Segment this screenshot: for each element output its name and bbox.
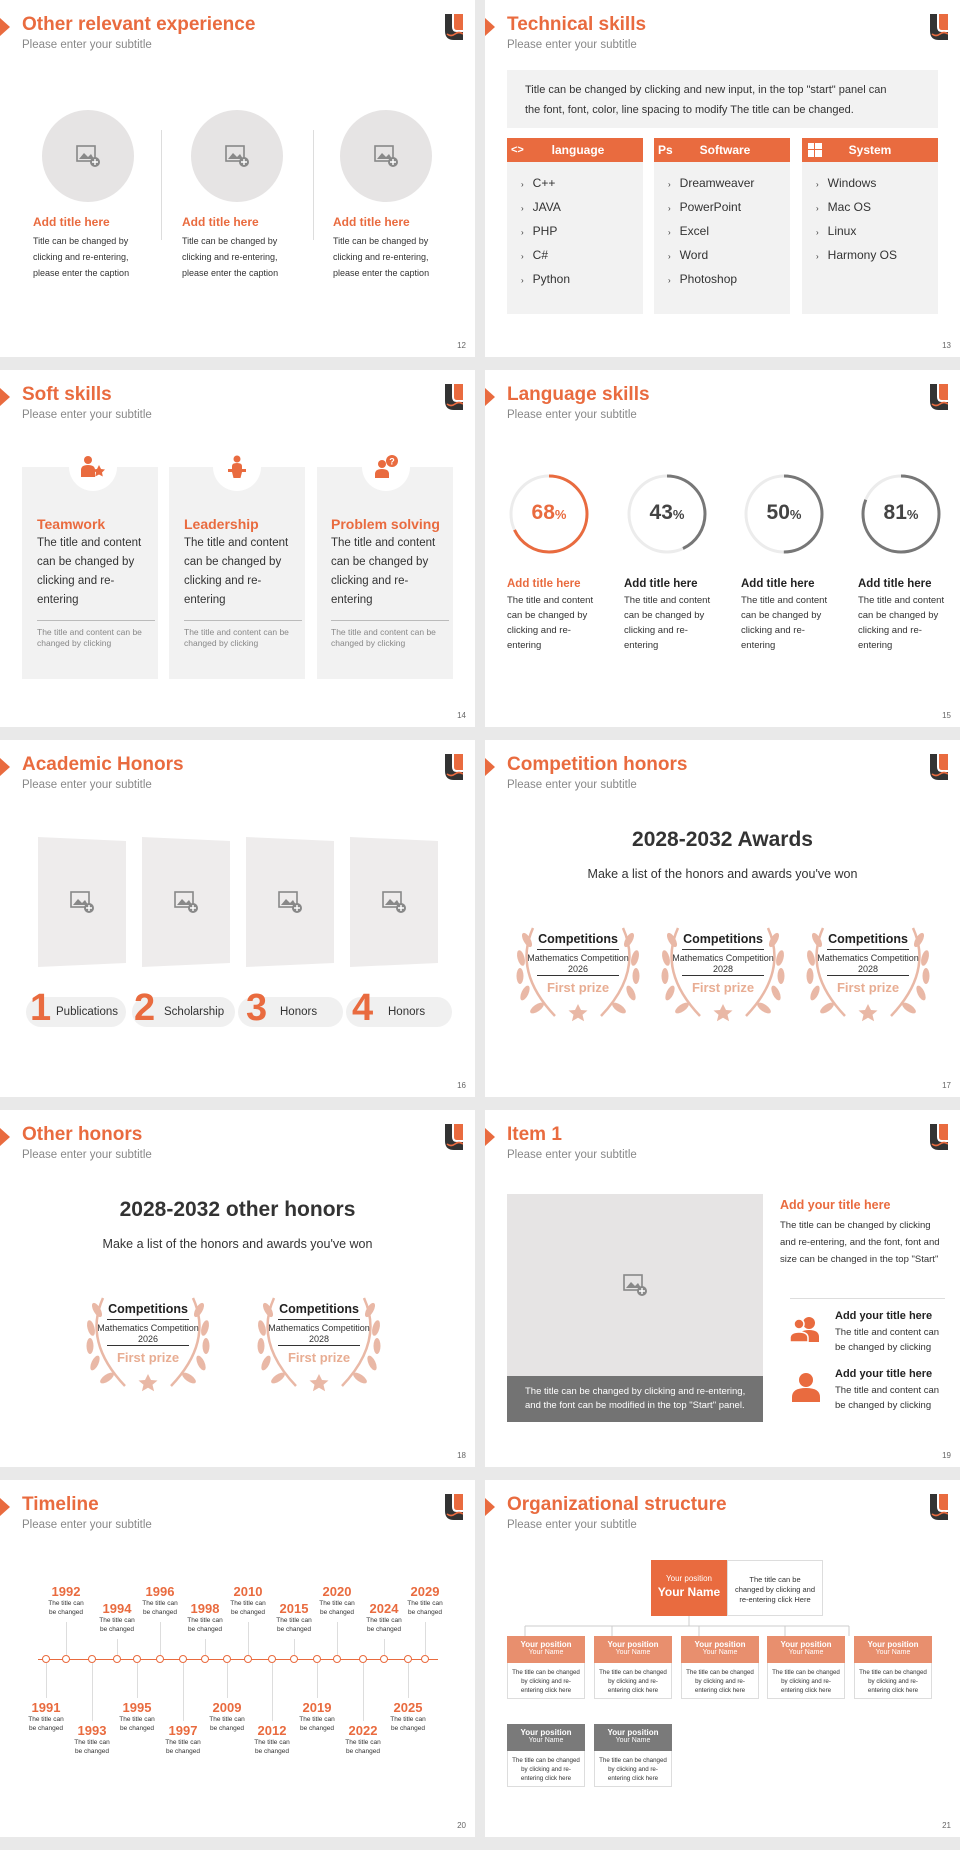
timeline-event — [22, 1700, 70, 1733]
section-subheading: Make a list of the honors and awards you've won — [587, 867, 858, 881]
timeline-event — [113, 1700, 161, 1733]
org-card-header: Your position Your Name — [507, 1636, 585, 1663]
divider — [278, 1345, 360, 1346]
section-heading: 2028-2032 other honors — [119, 1198, 356, 1221]
intro-box: Title can be changed by clicking and new input, in the top "start" panel can the font, font, color, line spacing to modify The title can be changed. — [507, 70, 938, 128]
ring-value: 50% — [766, 501, 802, 524]
timeline-event — [224, 1584, 272, 1617]
timeline-event — [68, 1723, 116, 1756]
timeline-connector — [66, 1622, 67, 1655]
title-marker — [485, 758, 495, 776]
timeline-node — [88, 1655, 96, 1663]
timeline-event — [384, 1700, 432, 1733]
timeline-year: 2029 — [410, 1584, 440, 1599]
timeline-connector — [227, 1663, 228, 1698]
card-title: Teamwork — [37, 516, 106, 532]
users-icon — [789, 1315, 821, 1343]
experience-item — [33, 215, 158, 281]
slide-subtitle: Please enter your subtitle — [507, 1519, 637, 1531]
card-text: The title and content can be changed by clicking and re- entering — [37, 537, 142, 606]
item-title: Add title here — [33, 215, 110, 229]
list-item: › Python — [521, 272, 571, 286]
timeline-connector — [408, 1663, 409, 1698]
item-title: Add title here — [333, 215, 410, 229]
image-icon — [75, 144, 101, 168]
timeline-event — [313, 1584, 361, 1617]
timeline-connector — [337, 1622, 338, 1655]
org-head-box[interactable]: Your position Your Name — [651, 1560, 727, 1616]
timeline-year: 1998 — [190, 1601, 220, 1616]
list-item: › Dreamweaver — [668, 176, 755, 190]
slide-subtitle: Please enter your subtitle — [22, 1519, 152, 1531]
title-marker — [0, 758, 10, 776]
org-card-desc: The title can be changed by clicking and re- entering click here — [594, 1751, 672, 1787]
laurel-award: Competitions Mathematics Competition 2028 First prize — [248, 1290, 390, 1400]
slide-title: Other relevant experience — [22, 14, 256, 35]
divider — [313, 130, 314, 240]
card-body — [184, 516, 302, 649]
timeline-year: 1991 — [31, 1700, 61, 1715]
image-icon — [373, 144, 399, 168]
timeline-node — [113, 1655, 121, 1663]
logo-icon — [930, 384, 948, 410]
org-card[interactable] — [681, 1636, 759, 1699]
column-header: System — [802, 138, 938, 162]
slide-subtitle: Please enter your subtitle — [22, 39, 152, 51]
timeline-year: 2025 — [393, 1700, 423, 1715]
org-card-header: Your position Your Name — [767, 1636, 845, 1663]
code-icon: <> — [511, 144, 524, 156]
timeline-year: 2012 — [257, 1723, 287, 1738]
logo-icon — [930, 1124, 948, 1150]
timeline-node — [359, 1655, 367, 1663]
slide-subtitle: Please enter your subtitle — [507, 409, 637, 421]
timeline-node — [179, 1655, 187, 1663]
image-icon — [622, 1273, 648, 1297]
slide-title: Academic Honors — [22, 754, 184, 775]
timeline-desc: The title can be changed — [99, 1617, 135, 1633]
timeline-desc: The title can be changed — [142, 1600, 178, 1616]
image-caption: The title can be changed by clicking and re-entering, and the font can be modified in the top "Start" panel. — [507, 1376, 763, 1422]
card-body — [331, 516, 449, 649]
timeline-connector — [317, 1663, 318, 1698]
timeline-year: 2010 — [233, 1584, 263, 1599]
title-marker — [0, 18, 10, 36]
timeline-desc: The title can be changed — [390, 1716, 426, 1732]
image-placeholder[interactable] — [191, 110, 283, 202]
timeline-year: 1993 — [77, 1723, 107, 1738]
timeline-desc: The title can be changed — [48, 1600, 84, 1616]
timeline-event — [203, 1700, 251, 1733]
slide-subtitle: Please enter your subtitle — [507, 1149, 637, 1161]
timeline-connector — [294, 1639, 295, 1655]
timeline-node — [290, 1655, 298, 1663]
slide-14 — [0, 370, 475, 727]
org-card-desc: The title can be changed by clicking and re- entering click here — [507, 1751, 585, 1787]
language-item: Add title here The title and content can be changed by clicking and re- entering — [858, 578, 945, 651]
slide-12 — [0, 0, 475, 357]
list-item: › Photoshop — [668, 272, 738, 286]
skill-list — [507, 162, 643, 292]
org-head-desc: The title can be changed by clicking and re-entering click Here — [727, 1560, 823, 1616]
honor-label: Publications — [56, 1006, 119, 1018]
language-item: Add title here The title and content can be changed by clicking and re- entering — [624, 578, 711, 651]
timeline-connector — [160, 1622, 161, 1655]
timeline-connector — [205, 1639, 206, 1655]
info-block: Add your title here The title and content can be changed by clicking — [835, 1368, 940, 1411]
slide-subtitle: Please enter your subtitle — [507, 779, 637, 791]
org-card-desc: The title can be changed by clicking and re- entering click here — [767, 1663, 845, 1699]
right-text: Add your title here The title can be changed by clicking and re-entering, and the font, font and size can be changed in the top "Start" — [780, 1198, 940, 1265]
timeline-node — [421, 1655, 429, 1663]
page-number: 19 — [942, 1451, 951, 1460]
skill-list — [654, 162, 790, 292]
slide-subtitle: Please enter your subtitle — [22, 779, 152, 791]
laurel-award: Competitions Mathematics Competition 2028 First prize — [652, 920, 794, 1030]
section-heading: 2028-2032 Awards — [632, 828, 813, 851]
timeline-desc: The title can be changed — [230, 1600, 266, 1616]
leader-podium-icon — [213, 443, 261, 491]
skill-column-system — [802, 138, 938, 314]
card-body — [37, 516, 155, 649]
experience-item — [182, 215, 307, 281]
timeline-year: 2019 — [302, 1700, 332, 1715]
page-number: 14 — [457, 711, 466, 720]
title-marker — [0, 1128, 10, 1146]
timeline-year: 2024 — [369, 1601, 399, 1616]
ring-value: 68% — [531, 501, 567, 524]
timeline-connector — [92, 1663, 93, 1721]
timeline-desc: The title can be changed — [165, 1739, 201, 1755]
section-subheading: Make a list of the honors and awards you've won — [102, 1237, 373, 1251]
slide-19 — [485, 1110, 960, 1467]
list-item: › PowerPoint — [668, 200, 742, 214]
page-number: 20 — [457, 1821, 466, 1830]
timeline-node — [133, 1655, 141, 1663]
image-placeholder[interactable] — [244, 835, 336, 970]
slide-16 — [0, 740, 475, 1097]
timeline-event — [339, 1723, 387, 1756]
timeline-year: 1995 — [122, 1700, 152, 1715]
list-item: › Harmony OS — [816, 248, 898, 262]
org-card[interactable] — [507, 1724, 585, 1787]
timeline-connector — [183, 1663, 184, 1721]
image-icon — [224, 144, 250, 168]
language-item: Add title here The title and content can be changed by clicking and re- entering — [507, 578, 594, 651]
timeline-event — [136, 1584, 184, 1617]
slide-17 — [485, 740, 960, 1097]
item-title: Add title here — [182, 215, 259, 229]
org-card[interactable] — [854, 1636, 932, 1699]
divider — [161, 130, 162, 240]
timeline-year: 2022 — [348, 1723, 378, 1738]
progress-ring — [507, 472, 591, 556]
honor-number: 3 — [246, 987, 268, 1029]
slide-subtitle: Please enter your subtitle — [507, 39, 637, 51]
logo-icon — [445, 384, 463, 410]
image-placeholder[interactable] — [340, 110, 432, 202]
progress-ring — [859, 472, 943, 556]
title-marker — [0, 1498, 10, 1516]
image-placeholder[interactable] — [140, 835, 232, 970]
org-card-desc: The title can be changed by clicking and re- entering click here — [854, 1663, 932, 1699]
org-card[interactable] — [507, 1636, 585, 1699]
timeline-desc: The title can be changed — [209, 1716, 245, 1732]
card-footnote: The title and content can be changed by clicking — [184, 620, 302, 649]
timeline-desc: The title can be changed — [254, 1739, 290, 1755]
title-marker — [485, 388, 495, 406]
slide-subtitle: Please enter your subtitle — [22, 1149, 152, 1161]
timeline-event — [270, 1601, 318, 1634]
timeline-desc: The title can be changed — [28, 1716, 64, 1732]
ring-value: 81% — [883, 501, 919, 524]
timeline-year: 1992 — [51, 1584, 81, 1599]
page-number: 12 — [457, 341, 466, 350]
divider — [537, 949, 619, 950]
card-text: The title and content can be changed by clicking and re- entering — [184, 537, 289, 606]
timeline-year: 1994 — [102, 1601, 132, 1616]
timeline-node — [42, 1655, 50, 1663]
timeline-event — [248, 1723, 296, 1756]
page-number: 13 — [942, 341, 951, 350]
timeline-axis — [38, 1659, 438, 1660]
timeline-desc: The title can be changed — [187, 1617, 223, 1633]
list-item: › C++ — [521, 176, 556, 190]
timeline-year: 1996 — [145, 1584, 175, 1599]
slide-18 — [0, 1110, 475, 1467]
page-number: 21 — [942, 1821, 951, 1830]
slide-title: Language skills — [507, 384, 650, 405]
image-placeholder[interactable] — [42, 110, 134, 202]
page-number: 17 — [942, 1081, 951, 1090]
list-item: › Word — [668, 248, 709, 262]
org-card[interactable] — [594, 1724, 672, 1787]
item-text: Title can be changed by clicking and re-entering, please enter the caption — [333, 236, 430, 278]
column-header: Ps Software — [654, 138, 790, 162]
slide-title: Organizational structure — [507, 1494, 727, 1515]
timeline-connector — [137, 1663, 138, 1698]
list-item: › PHP — [521, 224, 558, 238]
timeline-node — [313, 1655, 321, 1663]
divider — [107, 1345, 189, 1346]
team-icon — [69, 443, 117, 491]
timeline-node — [201, 1655, 209, 1663]
logo-icon — [930, 14, 948, 40]
list-item: › Windows — [816, 176, 877, 190]
honor-number: 1 — [30, 987, 52, 1029]
title-marker — [485, 1128, 495, 1146]
org-card[interactable] — [767, 1636, 845, 1699]
divider — [537, 975, 619, 976]
skill-list — [802, 162, 938, 268]
org-card-desc: The title can be changed by clicking and re- entering click here — [507, 1663, 585, 1699]
card-footnote: The title and content can be changed by clicking — [331, 620, 449, 649]
page-number: 16 — [457, 1081, 466, 1090]
timeline-year: 2020 — [322, 1584, 352, 1599]
timeline-connector — [46, 1663, 47, 1698]
divider — [827, 949, 909, 950]
timeline-event — [42, 1584, 90, 1617]
org-card-header: Your position Your Name — [594, 1724, 672, 1751]
info-block: Add your title here The title and content can be changed by clicking — [835, 1310, 940, 1353]
timeline-desc: The title can be changed — [74, 1739, 110, 1755]
divider — [790, 1298, 945, 1299]
logo-icon — [445, 14, 463, 40]
timeline-desc: The title can be changed — [345, 1739, 381, 1755]
person-question-icon — [362, 443, 410, 491]
logo-icon — [445, 1494, 463, 1520]
timeline-year: 1997 — [168, 1723, 198, 1738]
divider — [827, 975, 909, 976]
windows-icon — [808, 143, 822, 157]
experience-item — [333, 215, 458, 281]
image-placeholder[interactable] — [36, 835, 128, 970]
slide-title: Technical skills — [507, 14, 647, 35]
timeline-connector — [384, 1639, 385, 1655]
timeline-connector — [117, 1639, 118, 1655]
skill-column-software — [654, 138, 790, 314]
divider — [682, 949, 764, 950]
org-card-header: Your position Your Name — [681, 1636, 759, 1663]
timeline-event — [181, 1601, 229, 1634]
slide-title: Soft skills — [22, 384, 112, 405]
timeline-year: 2009 — [212, 1700, 242, 1715]
slide-15 — [485, 370, 960, 727]
laurel-award: Competitions Mathematics Competition 2026 First prize — [507, 920, 649, 1030]
title-marker — [0, 388, 10, 406]
page-number: 15 — [942, 711, 951, 720]
person-icon — [791, 1372, 821, 1402]
org-card-desc: The title can be changed by clicking and re- entering click here — [594, 1663, 672, 1699]
honor-number: 4 — [352, 987, 374, 1029]
honor-label: Honors — [388, 1006, 426, 1018]
progress-ring — [625, 472, 709, 556]
slide-20 — [0, 1480, 475, 1837]
timeline-connector — [425, 1622, 426, 1655]
slide-title: Competition honors — [507, 754, 688, 775]
slide-title: Item 1 — [507, 1124, 562, 1145]
timeline-desc: The title can be changed — [407, 1600, 443, 1616]
list-item: › JAVA — [521, 200, 561, 214]
list-item: › C# — [521, 248, 549, 262]
org-card-header: Your position Your Name — [507, 1724, 585, 1751]
progress-ring — [742, 472, 826, 556]
svg-text:?: ? — [389, 456, 395, 467]
timeline-event — [93, 1601, 141, 1634]
list-item: › Excel — [668, 224, 710, 238]
timeline-desc: The title can be changed — [319, 1600, 355, 1616]
list-item: › Linux — [816, 224, 857, 238]
timeline-node — [268, 1655, 276, 1663]
skill-column-language — [507, 138, 643, 314]
slide-13 — [485, 0, 960, 357]
timeline-node — [404, 1655, 412, 1663]
timeline-connector — [272, 1663, 273, 1721]
timeline-node — [333, 1655, 341, 1663]
logo-icon — [445, 754, 463, 780]
slide-subtitle: Please enter your subtitle — [22, 409, 152, 421]
photoshop-icon: Ps — [658, 143, 673, 157]
ring-value: 43% — [649, 501, 685, 524]
card-footnote: The title and content can be changed by clicking — [37, 620, 155, 649]
image-placeholder[interactable] — [507, 1194, 763, 1376]
timeline-node — [380, 1655, 388, 1663]
timeline-connector — [248, 1622, 249, 1655]
item-text: Title can be changed by clicking and re-entering, please enter the caption — [182, 236, 279, 278]
divider — [107, 1319, 189, 1320]
page-number: 18 — [457, 1451, 466, 1460]
card-title: Leadership — [184, 516, 259, 532]
title-marker — [485, 18, 495, 36]
timeline-desc: The title can be changed — [366, 1617, 402, 1633]
item-text: Title can be changed by clicking and re-entering, please enter the caption — [33, 236, 130, 278]
org-card[interactable] — [594, 1636, 672, 1699]
timeline-node — [244, 1655, 252, 1663]
column-header: <> language — [507, 138, 643, 162]
timeline-event — [159, 1723, 207, 1756]
divider — [278, 1319, 360, 1320]
org-card-header: Your position Your Name — [594, 1636, 672, 1663]
laurel-award: Competitions Mathematics Competition 2028 First prize — [797, 920, 939, 1030]
image-placeholder[interactable] — [348, 835, 440, 970]
laurel-award: Competitions Mathematics Competition 2026 First prize — [77, 1290, 219, 1400]
slide-21 — [485, 1480, 960, 1837]
timeline-node — [62, 1655, 70, 1663]
timeline-node — [223, 1655, 231, 1663]
timeline-connector — [363, 1663, 364, 1721]
timeline-desc: The title can be changed — [299, 1716, 335, 1732]
honor-label: Scholarship — [164, 1006, 225, 1018]
timeline-event — [401, 1584, 449, 1617]
logo-icon — [930, 754, 948, 780]
card-text: The title and content can be changed by clicking and re- entering — [331, 537, 436, 606]
honor-number: 2 — [134, 987, 156, 1029]
slide-title: Other honors — [22, 1124, 143, 1145]
language-item: Add title here The title and content can be changed by clicking and re- entering — [741, 578, 828, 651]
list-item: › Mac OS — [816, 200, 872, 214]
org-card-desc: The title can be changed by clicking and re- entering click here — [681, 1663, 759, 1699]
timeline-node — [156, 1655, 164, 1663]
org-card-header: Your position Your Name — [854, 1636, 932, 1663]
timeline-desc: The title can be changed — [119, 1716, 155, 1732]
divider — [682, 975, 764, 976]
slide-title: Timeline — [22, 1494, 99, 1515]
timeline-event — [293, 1700, 341, 1733]
honor-label: Honors — [280, 1006, 318, 1018]
timeline-year: 2015 — [279, 1601, 309, 1616]
logo-icon — [445, 1124, 463, 1150]
timeline-desc: The title can be changed — [276, 1617, 312, 1633]
card-title: Problem solving — [331, 516, 440, 532]
